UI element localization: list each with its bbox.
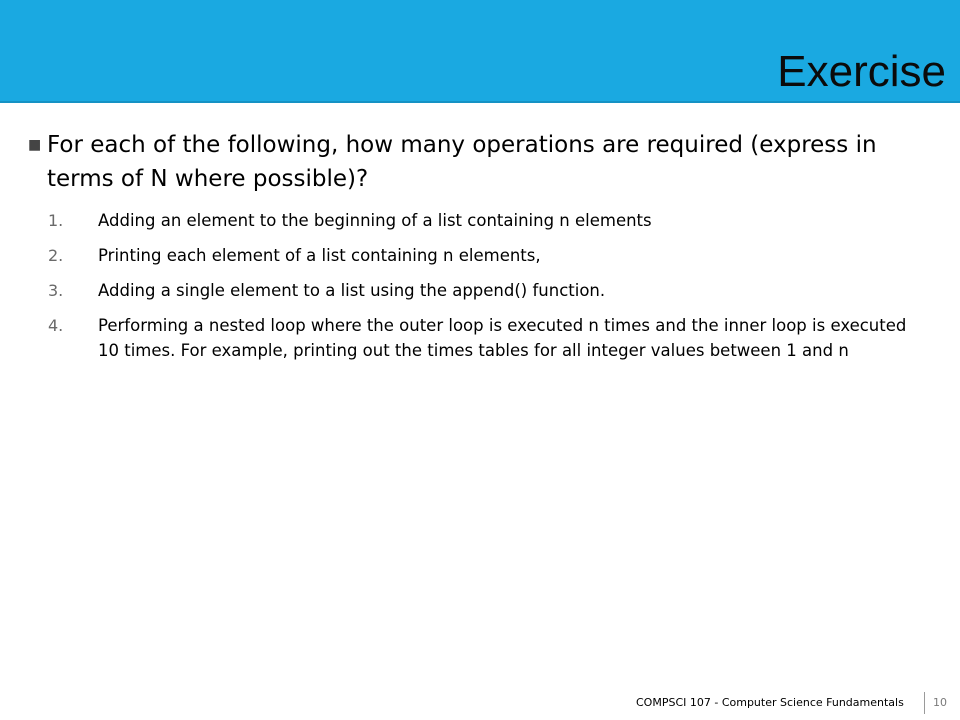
list-item-number: 4.: [48, 316, 64, 335]
footer-divider: [924, 692, 925, 714]
numbered-list: [48, 208, 928, 373]
list-item: [48, 208, 928, 233]
main-bullet: [26, 128, 926, 196]
list-item-number: 3.: [48, 281, 64, 300]
list-item-text: Adding a single element to a list using the append() function.: [98, 281, 606, 300]
main-bullet-text: For each of the following, how many operations are required (express in terms of N where possible)?: [47, 132, 877, 192]
square-bullet-icon: ■: [28, 137, 42, 153]
list-item: [48, 278, 928, 303]
list-item: [48, 313, 928, 363]
footer-course: COMPSCI 107 - Computer Science Fundamentals: [636, 696, 904, 709]
list-item-number: 2.: [48, 246, 64, 265]
header-underline: [0, 101, 960, 103]
list-item: [48, 243, 928, 268]
list-item-text: Adding an element to the beginning of a list containing n elements: [98, 211, 652, 230]
list-item-number: 1.: [48, 211, 64, 230]
list-item-text: Printing each element of a list containing n elements,: [98, 246, 541, 265]
list-item-text: Performing a nested loop where the outer loop is executed n times and the inner loop is executed 10 times. For example, printing out the times tables for all integer values between 1 and n: [98, 316, 907, 360]
slide-title: Exercise: [777, 47, 946, 96]
page-number: 10: [933, 696, 947, 709]
